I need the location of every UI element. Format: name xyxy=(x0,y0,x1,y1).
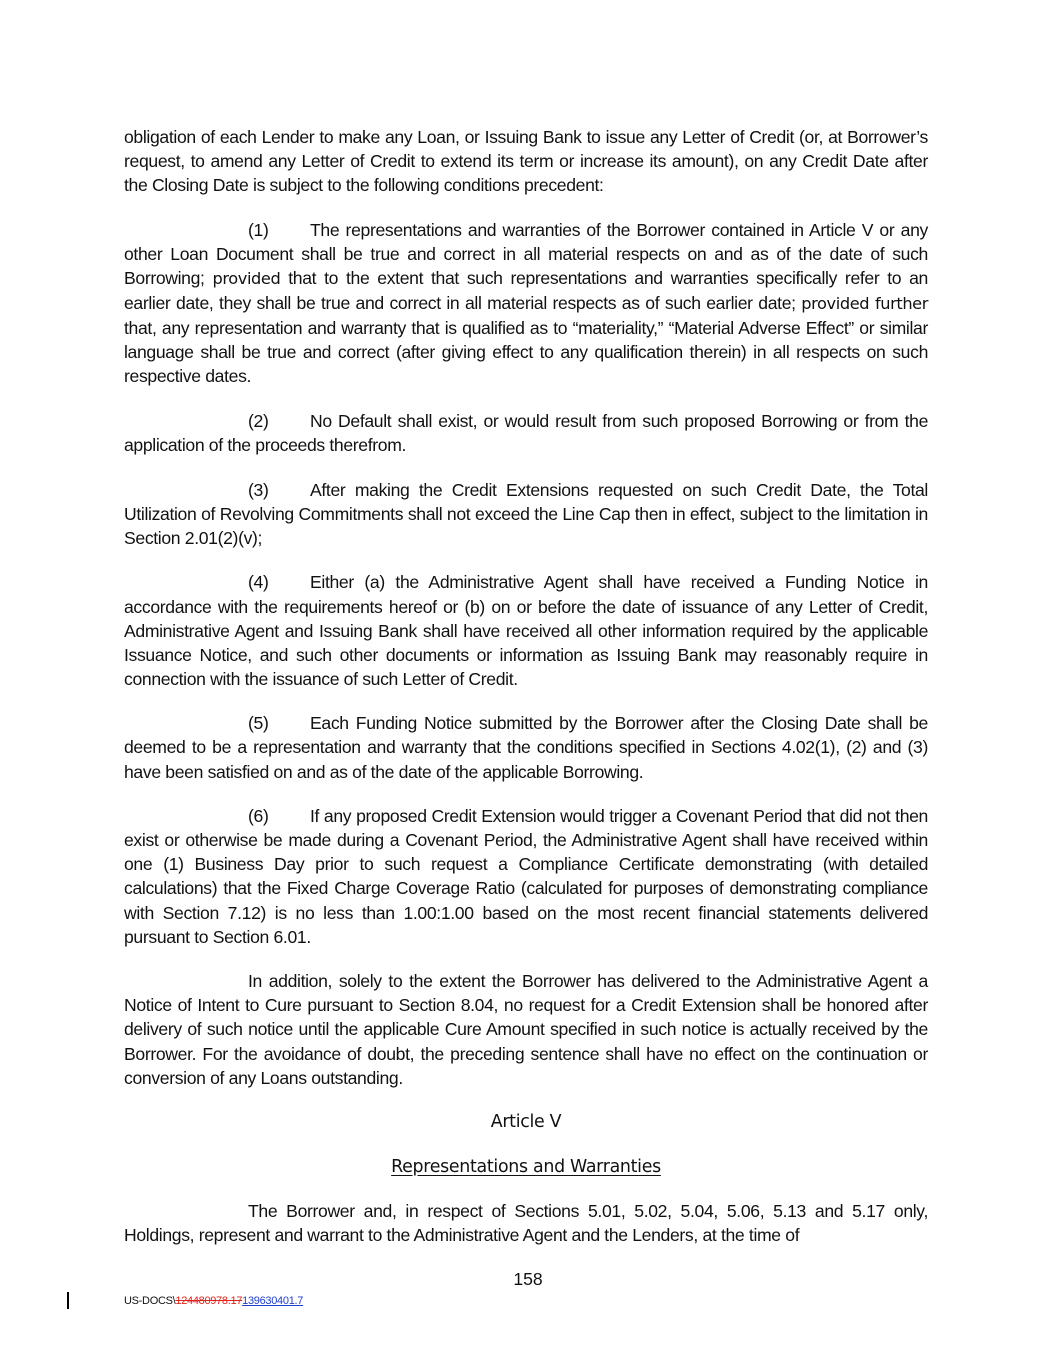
condition-6-paragraph xyxy=(124,804,928,949)
condition-number: (5) xyxy=(248,713,269,734)
condition-4-paragraph xyxy=(124,570,928,690)
condition-text: Either (a) the Administrative Agent shall have received a Funding Notice in accordance with the requirements hereof or (b) on or before the date of issuance of any Letter of Credit, Administrative Agent and Issuing Bank shall have received all other information required by the applicable Issuance Notice, and such other documents or information as Issuing Bank may reasonably require in connection with the issuance of such Letter of Credit. xyxy=(124,572,928,689)
condition-number: (3) xyxy=(248,479,269,500)
proviso-term: provided further xyxy=(801,294,928,314)
doc-id-inserted-revision: 139630401.7 xyxy=(242,1295,304,1307)
condition-text: No Default shall exist, or would result from such proposed Borrowing or from the application of the proceeds therefrom. xyxy=(124,410,928,456)
section-heading-text: Representations and Warranties xyxy=(391,1156,661,1177)
condition-text: If any proposed Credit Extension would trigger a Covenant Period that did not then exist or otherwise be made during a Covenant Period, the Administrative Agent shall have received within one (1) Business Day prior to such request a Compliance Certificate demonstrating (with detailed calculations) that the Fixed Charge Coverage Ratio (calculated for purposes of demonstrating compliance with Section 7.12) is no less than 1.00:1.00 based on the most recent financial statements delivered pursuant to Section 6.01. xyxy=(124,806,928,947)
condition-text: Each Funding Notice submitted by the Borrower after the Closing Date shall be deemed to be a representation and warranty that the conditions specified in Sections 4.02(1), (2) and (3) have been satisfied on and as of the date of the applicable Borrowing. xyxy=(124,713,928,782)
revision-change-bar xyxy=(67,1292,69,1309)
condition-number: (6) xyxy=(248,806,269,827)
condition-5-paragraph xyxy=(124,711,928,783)
condition-1-paragraph xyxy=(124,218,928,389)
condition-number: (2) xyxy=(248,410,269,431)
condition-number: (1) xyxy=(248,219,269,240)
addition-paragraph: In addition, solely to the extent the Borrower has delivered to the Administrative Agent a Notice of Intent to Cure pursuant to Section 8.04, no request for a Credit Extension shall be honored after delivery of such notice until the applicable Cure Amount specified in such notice is actually received by the Borrower. For the avoidance of doubt, the preceding sentence shall have no effect on the continuation or conversion of any Loans outstanding. xyxy=(124,971,928,1088)
opening-paragraph: obligation of each Lender to make any Loan, or Issuing Bank to issue any Letter of Credit (or, at Borrower’s request, to amend any Letter of Credit to extend its term or increase its amount), on any Credit Date after the Closing Date is subject to the following conditions precedent: xyxy=(124,127,928,196)
condition-text: that, any representation and warranty that is qualified as to “materiality,” “Material Adverse Effect” or similar language shall be true and correct (after giving effect to any qualification therein) in all respects on such respective dates. xyxy=(124,318,928,387)
doc-id-deleted-revision: 124480978.17 xyxy=(175,1295,243,1307)
proviso-term: provided xyxy=(212,268,281,288)
condition-text: The representations and warranties of the Borrower contained in Article V or any other Loan Document shall be true and correct in all material respects on and as of the date of such Borrowing; xyxy=(124,219,928,288)
condition-text: After making the Credit Extensions requested on such Credit Date, the Total Utilization of Revolving Commitments shall not exceed the Line Cap then in effect, subject to the limitation in Section 2.01(2)(v); xyxy=(124,479,928,548)
condition-text: that to the extent that such representations and warranties specifically refer to an earlier date, they shall be true and correct in all material respects as of such earlier date; xyxy=(124,267,928,314)
section-heading xyxy=(124,1155,928,1179)
doc-id-prefix: US-DOCS\ xyxy=(124,1295,176,1307)
article-heading: Article V xyxy=(490,1112,562,1133)
condition-3-paragraph xyxy=(124,478,928,550)
document-body xyxy=(124,125,928,1268)
document-id xyxy=(124,1295,303,1307)
condition-2-paragraph xyxy=(124,409,928,457)
closing-paragraph: The Borrower and, in respect of Sections 5.01, 5.02, 5.04, 5.06, 5.13 and 5.17 only, Holdings, represent and warrant to the Administrative Agent and the Lenders, at the time of xyxy=(124,1201,928,1246)
condition-number: (4) xyxy=(248,572,269,593)
page-number: 158 xyxy=(513,1269,543,1289)
